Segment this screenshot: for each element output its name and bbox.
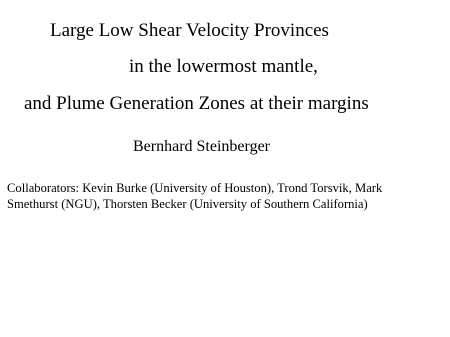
title-line-3: and Plume Generation Zones at their margins: [24, 93, 369, 114]
title-line-2: in the lowermost mantle,: [129, 56, 318, 77]
title-line-1: Large Low Shear Velocity Provinces: [50, 20, 329, 41]
author-name: Bernhard Steinberger: [133, 138, 270, 155]
collaborators-line-1: Collaborators: Kevin Burke (University of Houston), Trond Torsvik, Mark: [7, 181, 383, 195]
collaborators-line-2: Smethurst (NGU), Thorsten Becker (University of Southern California): [7, 197, 368, 211]
collaborators-text: [7, 180, 427, 212]
